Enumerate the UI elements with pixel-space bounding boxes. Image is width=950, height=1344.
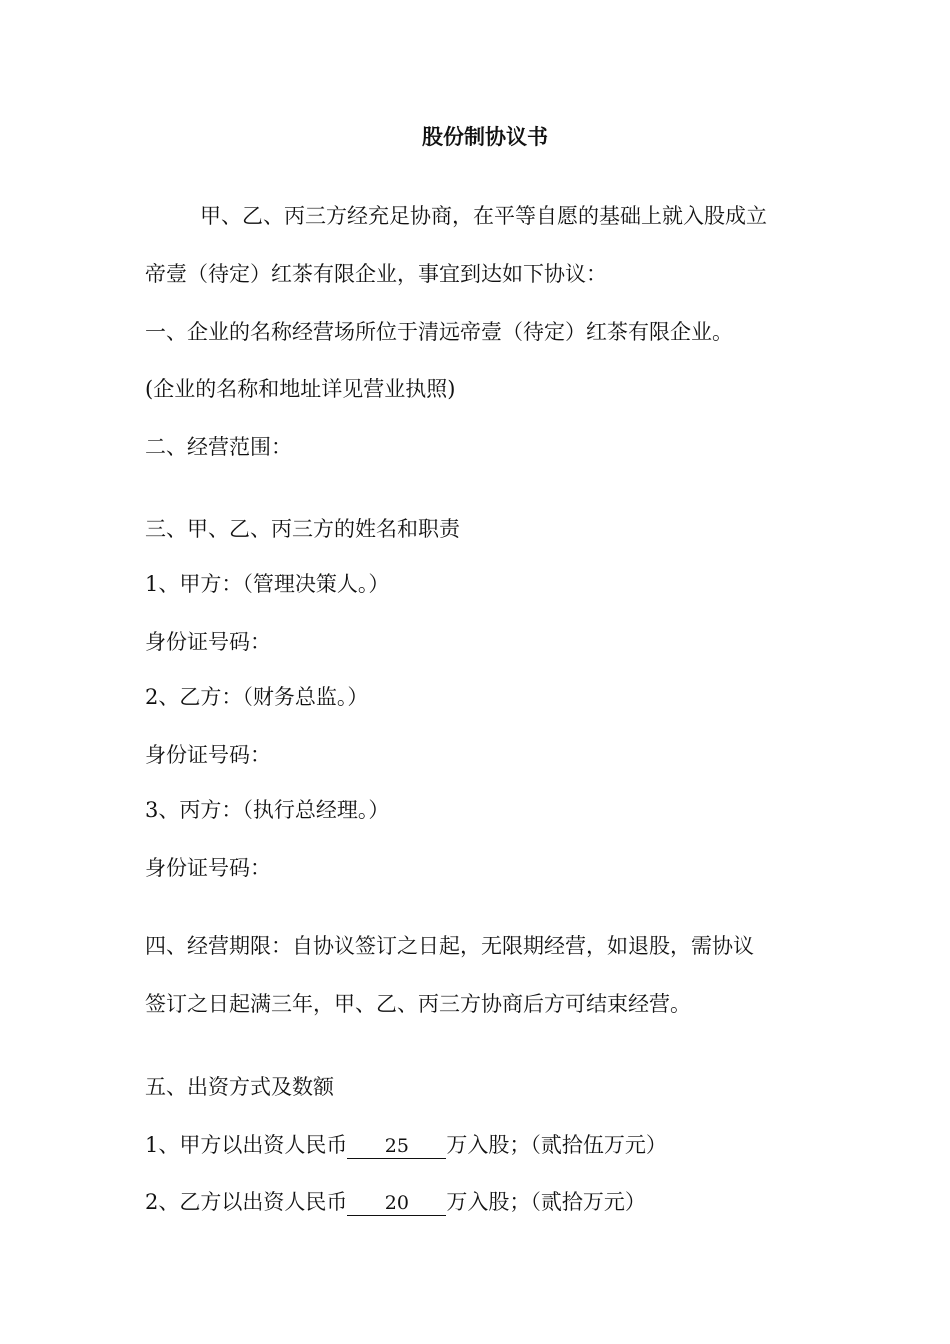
party-b-role: 2、乙方：（财务总监。）	[145, 685, 369, 709]
contribution-suffix: 万入股；（贰拾伍万元）	[446, 1133, 667, 1157]
section-4-line-2: 签订之日起满三年，甲、乙、丙三方协商后方可结束经营。	[145, 992, 691, 1016]
section-5-heading: 五、出资方式及数额	[145, 1075, 334, 1099]
party-c-role: 3、丙方：（执行总经理。）	[145, 798, 390, 822]
contribution-suffix: 万入股；（贰拾万元）	[446, 1190, 646, 1214]
intro-line-1: 甲、乙、丙三方经充足协商，在平等自愿的基础上就入股成立	[200, 204, 767, 228]
contribution-row	[145, 1188, 646, 1216]
section-3-heading: 三、甲、乙、丙三方的姓名和职责	[145, 517, 460, 541]
document-title: 股份制协议书	[422, 125, 548, 149]
section-2-heading: 二、经营范围：	[145, 435, 292, 459]
contribution-amount: 20	[347, 1191, 446, 1216]
party-b-id-label: 身份证号码：	[145, 743, 271, 767]
section-1-note: (企业的名称和地址详见营业执照)	[145, 377, 456, 401]
contribution-row	[145, 1131, 667, 1159]
contribution-amount: 25	[347, 1134, 446, 1159]
contribution-prefix: 2、乙方以出资人民币	[145, 1190, 348, 1214]
section-4-line-1: 四、经营期限：自协议签订之日起，无限期经营，如退股，需协议	[145, 934, 754, 958]
party-a-id-label: 身份证号码：	[145, 630, 271, 654]
intro-line-2: 帝壹（待定）红茶有限企业，事宜到达如下协议：	[145, 262, 607, 286]
party-a-role: 1、甲方：（管理决策人。）	[145, 572, 390, 596]
section-1-heading: 一、企业的名称经营场所位于清远帝壹（待定）红茶有限企业。	[145, 320, 733, 344]
contribution-prefix: 1、甲方以出资人民币	[145, 1133, 348, 1157]
party-c-id-label: 身份证号码：	[145, 856, 271, 880]
